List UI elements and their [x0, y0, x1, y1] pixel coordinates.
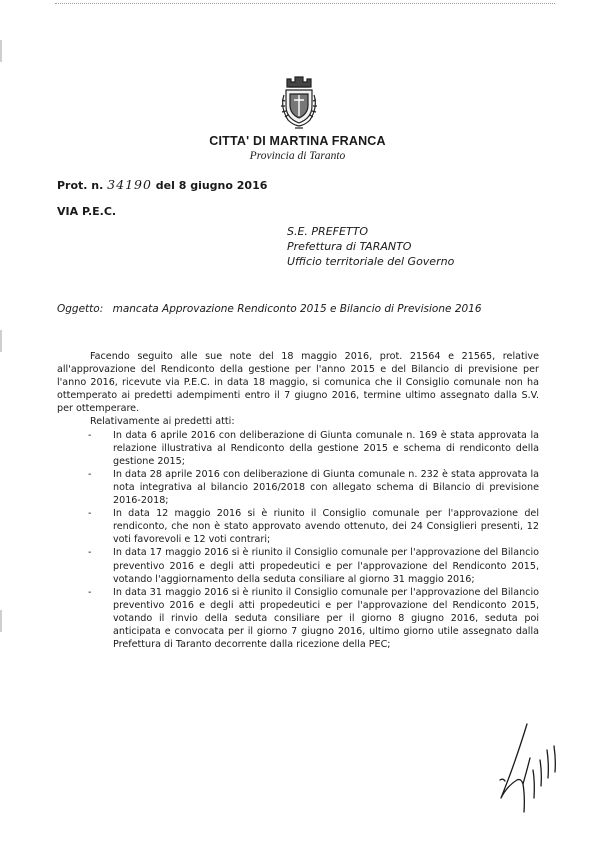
list-item-text: In data 6 aprile 2016 con deliberazione di Giunta comunale n. 169 è stata approvata la relazione illustrativa al Rendiconto della gestione 2015 e schema di rendiconto della gestione 2015;: [113, 429, 539, 467]
list-bullet: -: [88, 547, 92, 559]
recipient-block: [287, 224, 454, 269]
recipient-office: Prefettura di TARANTO: [287, 240, 412, 253]
protocol-line: [57, 177, 267, 192]
protocol-label: Prot. n.: [57, 179, 104, 192]
subject-label: Oggetto:: [57, 303, 104, 315]
subject-line: [57, 303, 482, 315]
letter-body: [57, 350, 539, 651]
scan-edge-mark: [0, 330, 2, 352]
recipient-department: Ufficio territoriale del Governo: [287, 255, 455, 268]
protocol-date: del 8 giugno 2016: [155, 179, 268, 192]
list-bullet: -: [88, 508, 92, 520]
list-bullet: -: [88, 429, 92, 441]
list-item: [88, 429, 539, 468]
acts-list: [57, 429, 539, 652]
list-item: [88, 507, 539, 546]
scan-edge-dots: [55, 3, 555, 4]
list-item: [88, 468, 539, 507]
items-lead: Relativamente ai predetti atti:: [90, 416, 235, 428]
list-item: [88, 586, 539, 651]
list-bullet: -: [88, 586, 92, 598]
protocol-number: 34190: [107, 177, 152, 192]
list-item-text: In data 31 maggio 2016 si è riunito il Consiglio comunale per l'approvazione del Bilancio preventivo 2016 e degli atti propedeutici e per l'approvazione del Rendiconto 2015, votando il rinvio della seduta consiliare per il giorno 8 giugno 2016, seduta poi anticipata e convocata per il giorno 7 giugno 2016, ultimo giorno utile assegnato dalla Prefettura di Taranto decorrente dalla ricezione della PEC;: [113, 586, 539, 651]
issuer-city-name: CITTA' DI MARTINA FRANCA: [209, 134, 386, 148]
transmission-method: VIA P.E.C.: [57, 205, 117, 218]
issuer-province: Provincia di Taranto: [249, 150, 346, 162]
subject-text: mancata Approvazione Rendiconto 2015 e Bilancio di Previsione 2016: [112, 303, 482, 315]
recipient-title: S.E. PREFETTO: [287, 225, 369, 238]
scan-edge-mark: [0, 40, 2, 62]
list-item-text: In data 12 maggio 2016 si è riunito il Consiglio comunale per l'approvazione del rendiconto, che non è stato approvato avendo ottenuto, dei 24 Consiglieri presenti, 12 voti favorevoli e 12 voti contrari;: [113, 508, 539, 546]
list-item-text: In data 28 aprile 2016 con deliberazione di Giunta comunale n. 232 è stata approvata la nota integrativa al bilancio 2016/2018 con allegato schema di Bilancio di previsione 2016-2018;: [113, 468, 539, 507]
scan-edge-mark: [0, 610, 2, 632]
body-paragraph: Facendo seguito alle sue note del 18 maggio 2016, prot. 21564 e 21565, relative all'approvazione del Rendiconto della gestione per l'anno 2015 e del Bilancio di previsione per l'anno 2016, ricevute via P.E.C. in data 18 maggio, si comunica che il Consiglio comunale non ha ottemperato ai predetti adempimenti entro il 7 giugno 2016, termine ultimo assegnato dalla S.V. per ottemperare.: [57, 351, 539, 415]
list-bullet: -: [88, 468, 92, 480]
list-item: [88, 546, 539, 585]
city-crest-emblem: [278, 73, 320, 131]
handwritten-signature: [497, 720, 569, 816]
list-item-text: In data 17 maggio 2016 si è riunito il Consiglio comunale per l'approvazione del Bilancio preventivo 2016 e degli atti propedeutici e per l'approvazione del Rendiconto 2015, votando l'aggiornamento della seduta consiliare al giorno 31 maggio 2016;: [113, 547, 539, 585]
